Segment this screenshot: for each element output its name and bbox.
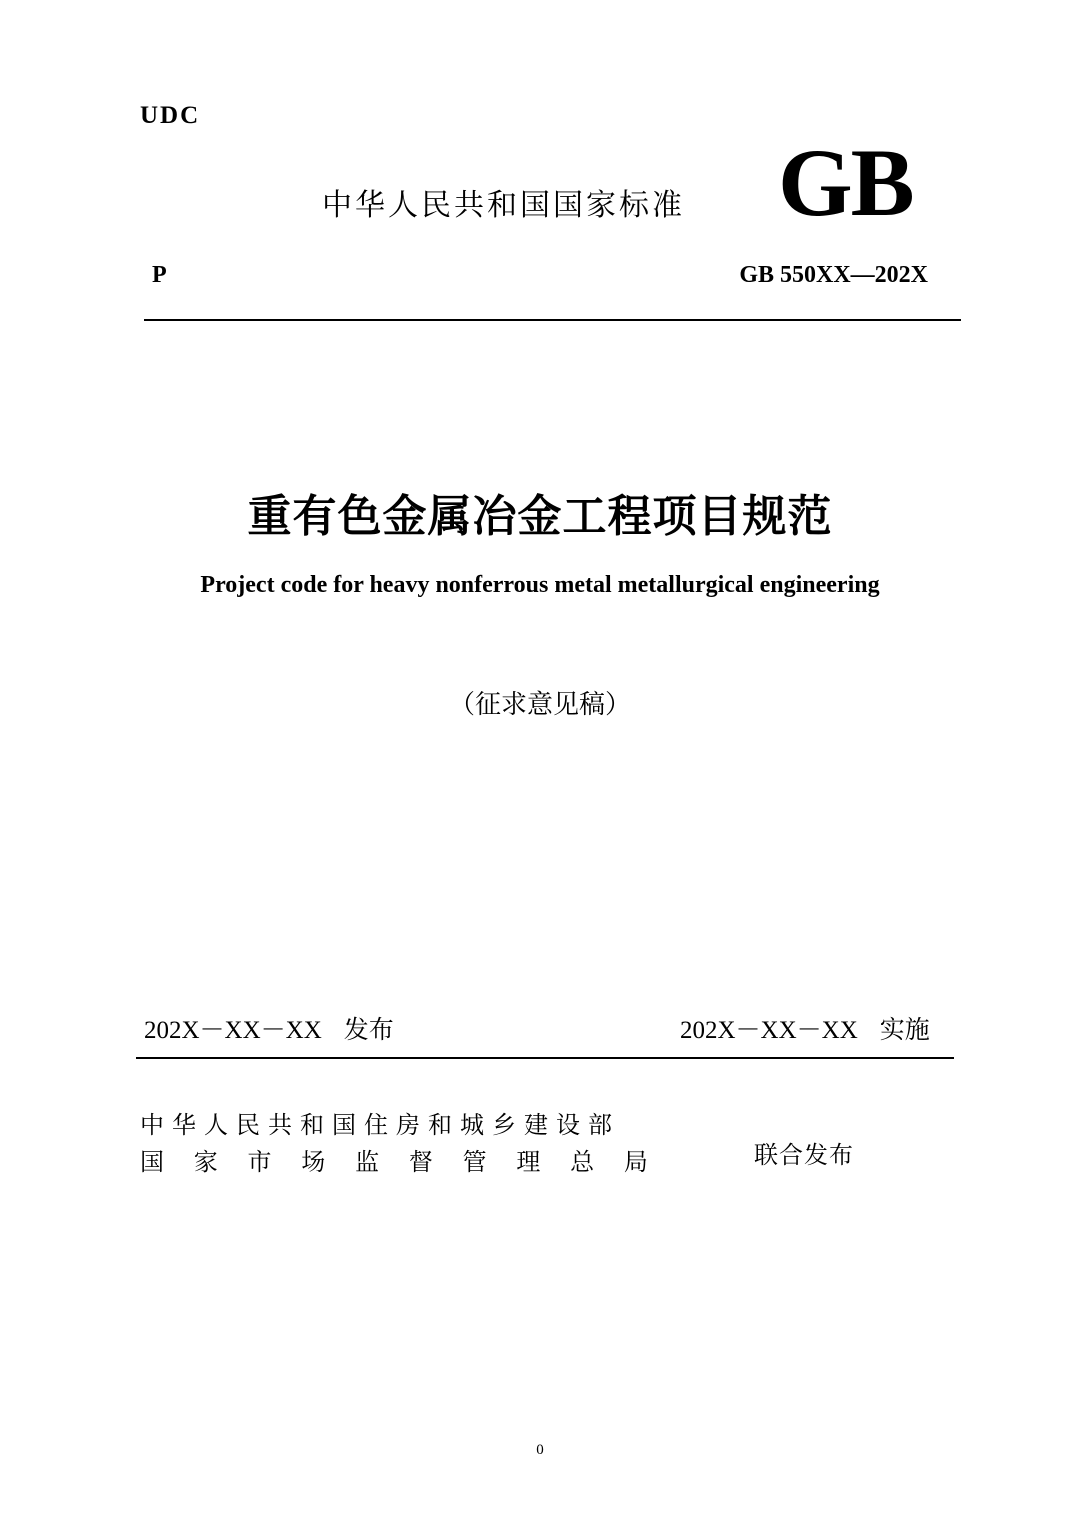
document-title-english: Project code for heavy nonferrous metal metallurgical engineering — [200, 572, 880, 598]
issuer-char: 督 — [408, 1148, 433, 1176]
national-standard-name: 中华人民共和国国家标准 — [322, 188, 685, 223]
joint-issue-label: 联合发布 — [754, 1141, 854, 1169]
issuer-char: 国 — [140, 1148, 164, 1176]
implement-date: 202X－XX－XX — [680, 1017, 858, 1044]
issue-date-block — [144, 1010, 394, 1046]
issuer-ministry: 中华人民共和国住房和城乡建设部 — [140, 1111, 620, 1139]
gb-logo: GB — [778, 129, 913, 236]
top-divider — [144, 319, 961, 321]
classification-code: P — [152, 262, 167, 288]
draft-note: （征求意见稿） — [448, 690, 631, 720]
issuer-char: 监 — [355, 1148, 380, 1176]
issuer-market-regulation — [140, 1142, 648, 1177]
implement-label: 实施 — [879, 1015, 930, 1044]
page-number: 0 — [536, 1442, 544, 1458]
udc-label: UDC — [140, 102, 201, 129]
bottom-divider — [136, 1057, 954, 1059]
issuer-char: 管 — [462, 1148, 487, 1176]
issue-date: 202X－XX－XX — [144, 1017, 322, 1044]
issuer-char: 场 — [301, 1148, 326, 1176]
issuer-char: 理 — [516, 1148, 541, 1176]
issuer-char: 局 — [623, 1148, 648, 1176]
issuer-char: 总 — [570, 1148, 595, 1176]
issue-label: 发布 — [343, 1015, 394, 1044]
issuer-char: 市 — [247, 1148, 272, 1176]
implement-date-block — [680, 1010, 930, 1046]
document-title-chinese: 重有色金属冶金工程项目规范 — [247, 491, 833, 542]
issuer-char: 家 — [193, 1148, 218, 1176]
standard-number: GB 550XX—202X — [739, 262, 928, 288]
